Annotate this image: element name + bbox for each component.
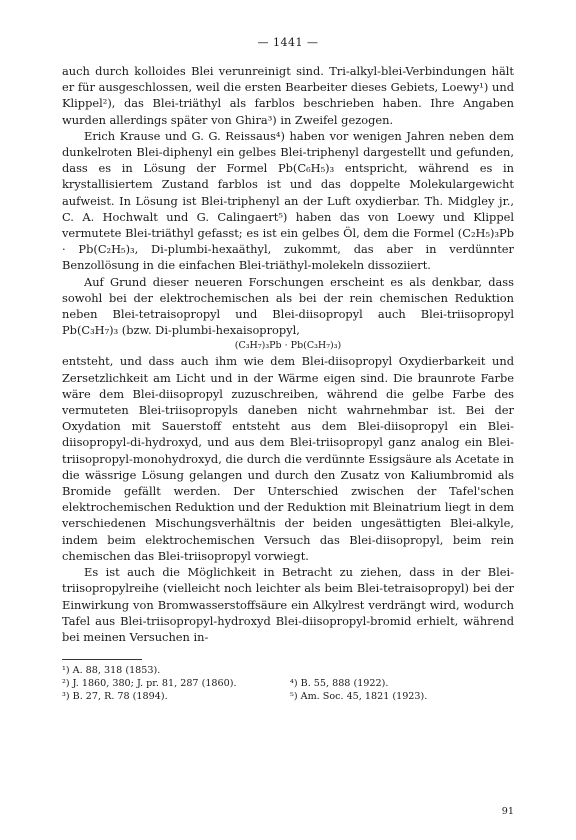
document-page [62, 36, 514, 703]
paragraph-4: entsteht, und dass auch ihm wie dem Blei-diisopropyl Oxydierbarkeit und Zersetzlichkeit am Licht und in der Wärme eigen sind. Die braunrote Farbe wäre dem Blei-diisopropyl zuzuschreiben, während die gelbe Farbe des vermuteten Blei-triisopropyls daneben nicht wahrnehmbar ist. Bei der Oxydation mit Sauerstoff entsteht aus dem Blei-diisopropyl ein Blei-diisopropyl-di-hydroxyd, und aus dem Blei-triisopropyl ganz analog ein Blei-triisopropyl-monohydroxyd, die durch die verdünnte Essigsäure als Acetate in die wässrige Lösung gelangen und durch den Zusatz von Kaliumbromid als Bromide gefällt werden. Der Unterschied zwischen der Tafel'schen elektrochemischen Reduktion und der Reduktion mit Bleinatrium liegt in dem verschiedenen Mischungsverhältnis der beiden ungesättigten Blei-alkyle, indem beim elektrochemischen Versuch das Blei-diisopropyl, beim rein chemischen das Blei-triisopropyl vorwiegt. [62, 354, 514, 563]
footnote-row [62, 690, 514, 703]
page-number: — 1441 — [257, 36, 319, 49]
footnote-2: ²) J. 1860, 380; J. pr. 81, 287 (1860). [62, 678, 237, 690]
folio-number: 91 [501, 806, 514, 817]
paragraph-5: Es ist auch die Möglichkeit in Betracht zu ziehen, dass in der Blei-triisopropylreihe (vielleicht noch leichter als beim Blei-tetraisopropyl) bei der Einwirkung von Bromwasserstoffsäure ein Alkylrest verdrängt wird, wodurch Tafel aus Blei-triisopropyl-hydroxyd Blei-diisopropyl-bromid erhielt, während bei meinen Versuchen in- [62, 565, 514, 644]
formula-line: (C₃H₇)₃Pb · Pb(C₃H₇)₃) [234, 340, 342, 352]
paragraph-2: Erich Krause und G. G. Reissaus⁴) haben vor wenigen Jahren neben dem dunkelroten Blei-diphenyl ein gelbes Blei-triphenyl dargestellt und gefunden, dass es in Lösung der Formel Pb(C₆H₅)₃ entspricht, während es in krystallisiertem Zustand farblos ist und das doppelte Molekulargewicht aufweist. In Lösung ist Blei-triphenyl an der Luft oxydierbar. Th. Midgley jr., C. A. Hochwalt und G. Calingaert⁵) haben das von Loewy und Klippel vermutete Blei-triäthyl gefasst; es ist ein gelbes Öl, dem die Formel (C₂H₅)₃Pb · Pb(C₂H₅)₃, Di-plumbi-hexaäthyl, zukommt, das aber in verdünnter Benzollösung in die einfachen Blei-triäthyl-molekeln dissoziiert. [62, 128, 514, 273]
footnote-3: ³) B. 27, R. 78 (1894). [62, 691, 168, 703]
footnotes [62, 664, 514, 703]
paragraph-1: auch durch kolloides Blei verunreinigt sind. Tri-alkyl-blei-Verbindungen hält er für ausgeschlossen, weil die ersten Bearbeiter dieses Gebiets, Loewy¹) und Klippel²), das Blei-triäthyl als farblos beschrieben haben. Ihre Angaben wurden allerdings später von Ghira³) in Zweifel gezogen. [62, 64, 514, 127]
footnote-divider [62, 659, 142, 660]
footnote-5: ⁵) Am. Soc. 45, 1821 (1923). [290, 691, 428, 703]
body-text [62, 63, 514, 645]
footnote-4: ⁴) B. 55, 888 (1922). [290, 678, 389, 690]
paragraph-3: Auf Grund dieser neueren Forschungen erscheint es als denkbar, dass sowohl bei der elektrochemischen als bei der rein chemischen Reduktion neben Blei-tetraisopropyl und Blei-diisopropyl auch Blei-triisopropyl Pb(C₃H₇)₃ (bzw. Di-plumbi-hexaisopropyl, [62, 274, 514, 338]
footnote-row [62, 677, 514, 690]
footnote-1: ¹) A. 88, 318 (1853). [62, 665, 161, 677]
footnote-row [62, 664, 514, 677]
